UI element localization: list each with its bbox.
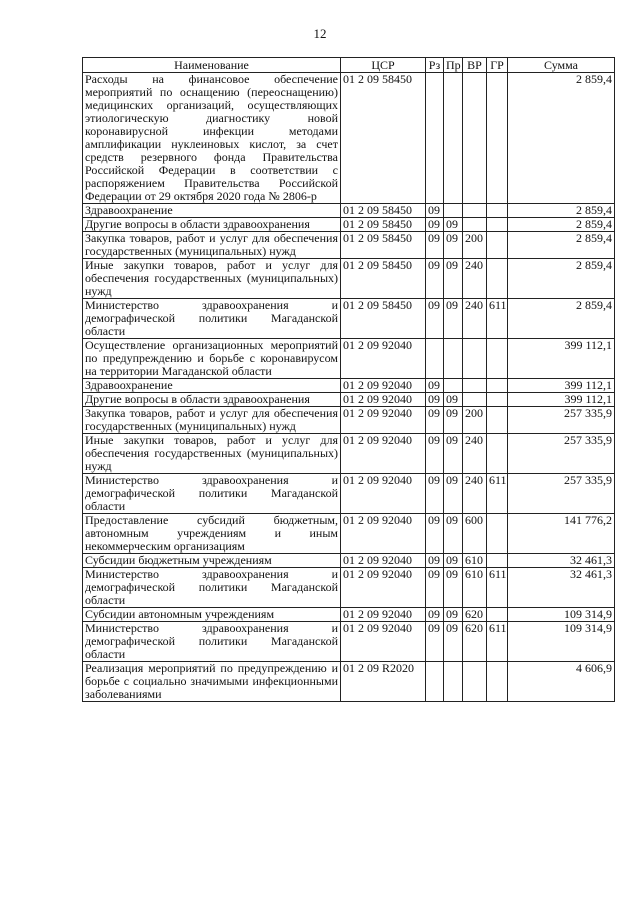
table-row	[83, 407, 615, 434]
cell-vr: 610	[463, 568, 487, 608]
cell-vr: 240	[463, 434, 487, 474]
cell-rz: 09	[426, 259, 444, 299]
cell-vr: 610	[463, 554, 487, 568]
cell-gr	[487, 407, 508, 434]
cell-sum: 399 112,1	[508, 379, 615, 393]
header-csr: ЦСР	[341, 58, 426, 73]
cell-rz	[426, 662, 444, 702]
cell-sum: 141 776,2	[508, 514, 615, 554]
cell-name: Расходы на финансовое обеспечение мероприятий по оснащению (переоснащению) медицинских организаций, осуществляющих этиологическую диагностику новой коронавирусной инфекции методами амплификации нуклеиновых кислот, за счет средств резервного фонда Правительства Российской Федерации в соответствии с распоряжением Правительства Российской Федерации от 29 октября 2020 года № 2806-р	[83, 73, 341, 204]
table-row	[83, 73, 615, 204]
header-pr: Пр	[444, 58, 463, 73]
cell-rz: 09	[426, 218, 444, 232]
cell-name: Другие вопросы в области здравоохранения	[83, 218, 341, 232]
header-vr: ВР	[463, 58, 487, 73]
cell-pr: 09	[444, 568, 463, 608]
table-header-row	[83, 58, 615, 73]
cell-csr: 01 2 09 92040	[341, 514, 426, 554]
cell-vr	[463, 339, 487, 379]
table-row	[83, 299, 615, 339]
cell-sum: 32 461,3	[508, 554, 615, 568]
cell-gr: 611	[487, 568, 508, 608]
cell-rz: 09	[426, 232, 444, 259]
budget-table	[82, 57, 615, 702]
cell-gr: 611	[487, 299, 508, 339]
cell-csr: 01 2 09 58450	[341, 204, 426, 218]
cell-vr: 200	[463, 407, 487, 434]
cell-csr: 01 2 09 92040	[341, 434, 426, 474]
cell-name: Закупка товаров, работ и услуг для обеспечения государственных (муниципальных) нужд	[83, 232, 341, 259]
cell-gr	[487, 259, 508, 299]
cell-csr: 01 2 09 92040	[341, 339, 426, 379]
cell-name: Здравоохранение	[83, 379, 341, 393]
cell-vr: 620	[463, 622, 487, 662]
cell-name: Иные закупки товаров, работ и услуг для обеспечения государственных (муниципальных) нужд	[83, 434, 341, 474]
cell-csr: 01 2 09 92040	[341, 622, 426, 662]
header-rz: Рз	[426, 58, 444, 73]
cell-gr	[487, 73, 508, 204]
cell-rz: 09	[426, 608, 444, 622]
cell-pr: 09	[444, 608, 463, 622]
cell-sum: 399 112,1	[508, 339, 615, 379]
cell-pr: 09	[444, 434, 463, 474]
header-gr: ГР	[487, 58, 508, 73]
cell-csr: 01 2 09 92040	[341, 568, 426, 608]
cell-sum: 2 859,4	[508, 232, 615, 259]
cell-pr: 09	[444, 514, 463, 554]
cell-pr	[444, 662, 463, 702]
cell-sum: 2 859,4	[508, 218, 615, 232]
cell-rz: 09	[426, 379, 444, 393]
cell-gr	[487, 204, 508, 218]
cell-gr: 611	[487, 474, 508, 514]
cell-sum: 257 335,9	[508, 434, 615, 474]
cell-pr	[444, 204, 463, 218]
cell-name: Министерство здравоохранения и демографической политики Магаданской области	[83, 474, 341, 514]
cell-pr: 09	[444, 299, 463, 339]
cell-name: Закупка товаров, работ и услуг для обеспечения государственных (муниципальных) нужд	[83, 407, 341, 434]
header-name: Наименование	[83, 58, 341, 73]
cell-vr	[463, 393, 487, 407]
cell-gr	[487, 218, 508, 232]
cell-gr	[487, 339, 508, 379]
cell-rz: 09	[426, 554, 444, 568]
table-row	[83, 218, 615, 232]
table-row	[83, 514, 615, 554]
cell-vr	[463, 218, 487, 232]
cell-pr: 09	[444, 407, 463, 434]
cell-sum: 2 859,4	[508, 73, 615, 204]
cell-rz: 09	[426, 204, 444, 218]
cell-vr: 620	[463, 608, 487, 622]
table-row	[83, 393, 615, 407]
cell-name: Предоставление субсидий бюджетным, автономным учреждениям и иным некоммерческим организациям	[83, 514, 341, 554]
cell-rz: 09	[426, 393, 444, 407]
cell-gr	[487, 608, 508, 622]
cell-vr	[463, 204, 487, 218]
cell-csr: 01 2 09 58450	[341, 73, 426, 204]
cell-pr: 09	[444, 218, 463, 232]
cell-vr: 200	[463, 232, 487, 259]
cell-sum: 32 461,3	[508, 568, 615, 608]
cell-name: Субсидии автономным учреждениям	[83, 608, 341, 622]
cell-csr: 01 2 09 58450	[341, 299, 426, 339]
cell-gr	[487, 232, 508, 259]
cell-gr	[487, 662, 508, 702]
cell-sum: 2 859,4	[508, 204, 615, 218]
table-row	[83, 204, 615, 218]
cell-vr: 600	[463, 514, 487, 554]
cell-sum: 4 606,9	[508, 662, 615, 702]
cell-vr	[463, 73, 487, 204]
cell-csr: 01 2 09 92040	[341, 379, 426, 393]
cell-rz	[426, 73, 444, 204]
cell-csr: 01 2 09 92040	[341, 608, 426, 622]
table-row	[83, 232, 615, 259]
cell-pr: 09	[444, 622, 463, 662]
cell-pr: 09	[444, 554, 463, 568]
cell-rz: 09	[426, 299, 444, 339]
cell-csr: 01 2 09 92040	[341, 407, 426, 434]
table-row	[83, 568, 615, 608]
cell-sum: 257 335,9	[508, 474, 615, 514]
cell-csr: 01 2 09 92040	[341, 474, 426, 514]
cell-rz: 09	[426, 434, 444, 474]
cell-sum: 257 335,9	[508, 407, 615, 434]
cell-pr: 09	[444, 232, 463, 259]
cell-name: Министерство здравоохранения и демографической политики Магаданской области	[83, 568, 341, 608]
cell-gr: 611	[487, 622, 508, 662]
cell-rz: 09	[426, 474, 444, 514]
table-row	[83, 474, 615, 514]
page-number: 12	[313, 26, 327, 41]
table-row	[83, 622, 615, 662]
table-body	[83, 73, 615, 702]
cell-rz: 09	[426, 568, 444, 608]
cell-rz: 09	[426, 622, 444, 662]
cell-name: Здравоохранение	[83, 204, 341, 218]
cell-name: Реализация мероприятий по предупреждению и борьбе с социально значимыми инфекционными заболеваниями	[83, 662, 341, 702]
cell-pr: 09	[444, 474, 463, 514]
cell-vr	[463, 662, 487, 702]
cell-gr	[487, 393, 508, 407]
cell-csr: 01 2 09 R2020	[341, 662, 426, 702]
table-row	[83, 662, 615, 702]
cell-pr: 09	[444, 393, 463, 407]
cell-pr: 09	[444, 259, 463, 299]
cell-vr: 240	[463, 259, 487, 299]
cell-gr	[487, 434, 508, 474]
cell-name: Министерство здравоохранения и демографической политики Магаданской области	[83, 622, 341, 662]
cell-sum: 2 859,4	[508, 259, 615, 299]
table-row	[83, 379, 615, 393]
cell-pr	[444, 73, 463, 204]
cell-rz	[426, 339, 444, 379]
cell-csr: 01 2 09 58450	[341, 218, 426, 232]
cell-gr	[487, 514, 508, 554]
cell-gr	[487, 379, 508, 393]
table-row	[83, 608, 615, 622]
cell-name: Иные закупки товаров, работ и услуг для обеспечения государственных (муниципальных) нужд	[83, 259, 341, 299]
table-row	[83, 259, 615, 299]
cell-vr	[463, 379, 487, 393]
cell-rz: 09	[426, 407, 444, 434]
cell-sum: 2 859,4	[508, 299, 615, 339]
cell-name: Другие вопросы в области здравоохранения	[83, 393, 341, 407]
cell-vr: 240	[463, 299, 487, 339]
cell-name: Субсидии бюджетным учреждениям	[83, 554, 341, 568]
cell-name: Осуществление организационных мероприятий по предупреждению и борьбе с коронавирусом на территории Магаданской области	[83, 339, 341, 379]
cell-name: Министерство здравоохранения и демографической политики Магаданской области	[83, 299, 341, 339]
cell-csr: 01 2 09 92040	[341, 554, 426, 568]
cell-gr	[487, 554, 508, 568]
table-row	[83, 339, 615, 379]
cell-csr: 01 2 09 58450	[341, 232, 426, 259]
table-row	[83, 434, 615, 474]
cell-sum: 109 314,9	[508, 608, 615, 622]
cell-vr: 240	[463, 474, 487, 514]
cell-pr	[444, 379, 463, 393]
cell-rz: 09	[426, 514, 444, 554]
table-row	[83, 554, 615, 568]
cell-csr: 01 2 09 58450	[341, 259, 426, 299]
cell-csr: 01 2 09 92040	[341, 393, 426, 407]
cell-pr	[444, 339, 463, 379]
cell-sum: 109 314,9	[508, 622, 615, 662]
cell-sum: 399 112,1	[508, 393, 615, 407]
header-sum: Сумма	[508, 58, 615, 73]
